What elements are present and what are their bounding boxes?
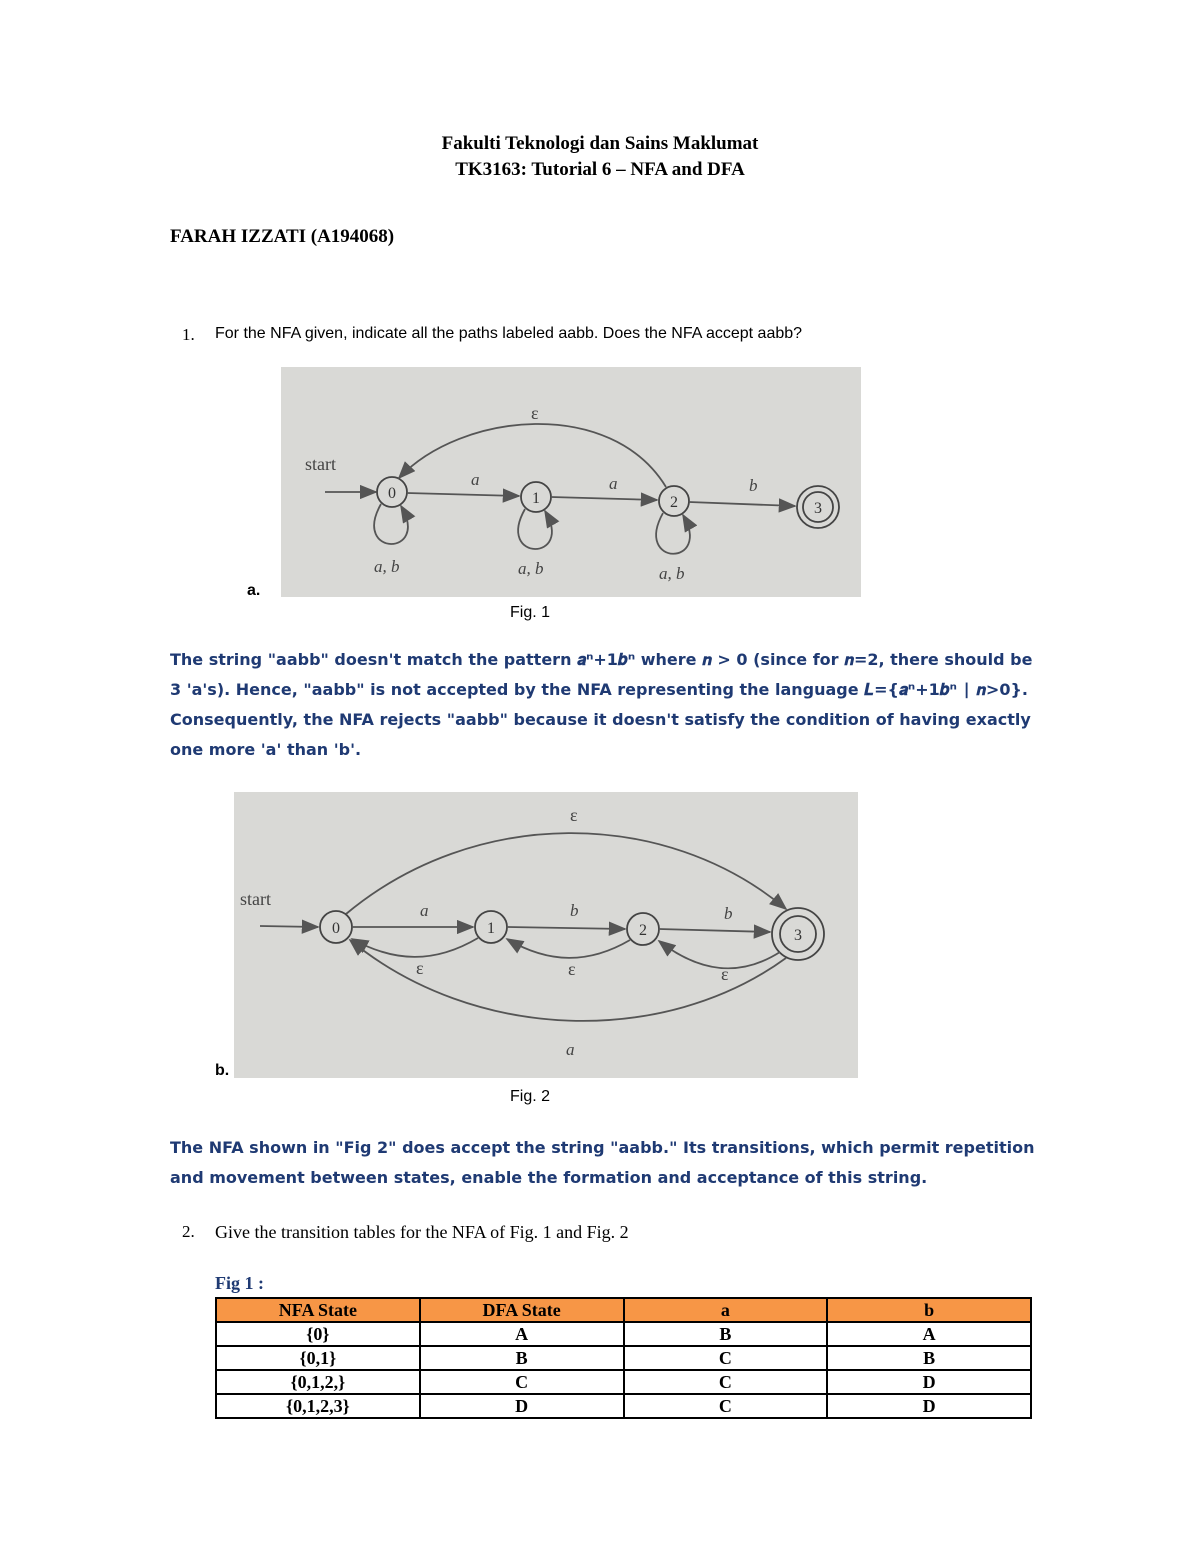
header-b: b [827,1298,1031,1322]
edge-0-1-label: a [471,470,480,489]
fig2-edge-0-1-label: a [420,901,429,920]
table-cell: {0,1,2,3} [216,1394,420,1418]
header-dfa-state: DFA State [420,1298,624,1322]
fig2-epsilon-top-label: ε [570,805,578,825]
state-2-label: 2 [670,494,678,511]
table-row [216,1370,1031,1394]
table-row [216,1322,1031,1346]
answer-b [170,1133,1050,1193]
table-cell: C [624,1346,828,1370]
question-2-text: Give the transition tables for the NFA of Fig. 1 and Fig. 2 [215,1222,629,1242]
table-cell: C [420,1370,624,1394]
loop-1-label: a, b [518,559,544,578]
question-2-number: 2. [182,1222,195,1241]
state-1-label: 1 [532,490,540,507]
header-nfa-state: NFA State [216,1298,420,1322]
table-row [216,1346,1031,1370]
author-name: FARAH IZZATI (A194068) [170,226,395,247]
figure-1 [281,367,861,597]
table-cell: B [827,1346,1031,1370]
figure-2 [234,792,858,1078]
fig2-edge-1-2-label: b [570,901,579,920]
fig2-epsilon-1-0-label: ε [416,958,424,978]
answer-a-line-1: The string "aabb" doesn't match the pattern 𝒂ⁿ+1𝒃ⁿ where 𝒏 > 0 (since for 𝒏=2, there should be [170,650,1033,669]
table-cell: {0} [216,1322,420,1346]
loop-0-label: a, b [374,557,400,576]
fig2-epsilon-3-2-label: ε [721,964,729,984]
answer-a-line-2: 3 'a's). Hence, "aabb" is not accepted by the NFA representing the language 𝑳={𝒂ⁿ+1𝒃ⁿ ∣ 𝒏>0}. [170,680,1028,699]
state-3-label: 3 [814,500,822,517]
fig2-state-3-label: 3 [794,927,802,944]
table-cell: C [624,1370,828,1394]
part-b-label: b. [215,1062,230,1079]
table-cell: {0,1} [216,1346,420,1370]
nfa-diagram-1 [281,367,861,597]
answer-a-line-4: one more 'a' than 'b'. [170,740,362,759]
loop-2-label: a, b [659,564,685,583]
fig2-state-2-label: 2 [639,922,647,939]
table-cell: D [827,1394,1031,1418]
answer-b-line-2: and movement between states, enable the formation and acceptance of this string. [170,1168,928,1187]
fig2-state-0-label: 0 [332,920,340,937]
answer-b-line-1: The NFA shown in "Fig 2" does accept the string "aabb." Its transitions, which permit repetition [170,1138,1035,1157]
table-row [216,1394,1031,1418]
document-subtitle: TK3163: Tutorial 6 – NFA and DFA [455,159,745,180]
table-cell: {0,1,2,} [216,1370,420,1394]
fig2-state-1-label: 1 [487,920,495,937]
table-cell: A [420,1322,624,1346]
start-label: start [305,454,336,474]
question-1-number: 1. [182,325,195,344]
table-cell: B [624,1322,828,1346]
state-0-label: 0 [388,485,396,502]
answer-a-line-3: Consequently, the NFA rejects "aabb" because it doesn't satisfy the condition of having exactly [170,710,1031,729]
table-cell: C [624,1394,828,1418]
table-cell: B [420,1346,624,1370]
answer-a [170,645,1050,765]
edge-1-2-label: a [609,474,618,493]
figure-2-caption: Fig. 2 [509,1088,550,1105]
edge-2-3-label: b [749,476,758,495]
document-title: Fakulti Teknologi dan Sains Maklumat [441,133,759,154]
fig2-edge-3-0-label: a [566,1040,575,1059]
table-cell: A [827,1322,1031,1346]
question-1-text: For the NFA given, indicate all the paths labeled aabb. Does the NFA accept aabb? [215,325,803,342]
start-label-2: start [240,889,271,909]
table-cell: D [827,1370,1031,1394]
figure-1-caption: Fig. 1 [509,604,550,621]
table-title: Fig 1 : [215,1273,264,1293]
nfa-diagram-2 [234,792,858,1078]
epsilon-2-0-label: ε [531,403,539,423]
table-header-row [216,1298,1031,1322]
header-a: a [624,1298,828,1322]
table-cell: D [420,1394,624,1418]
transition-table [215,1297,1032,1419]
fig2-edge-2-3-label: b [724,904,733,923]
fig2-epsilon-2-1-label: ε [568,959,576,979]
part-a-label: a. [247,582,261,599]
